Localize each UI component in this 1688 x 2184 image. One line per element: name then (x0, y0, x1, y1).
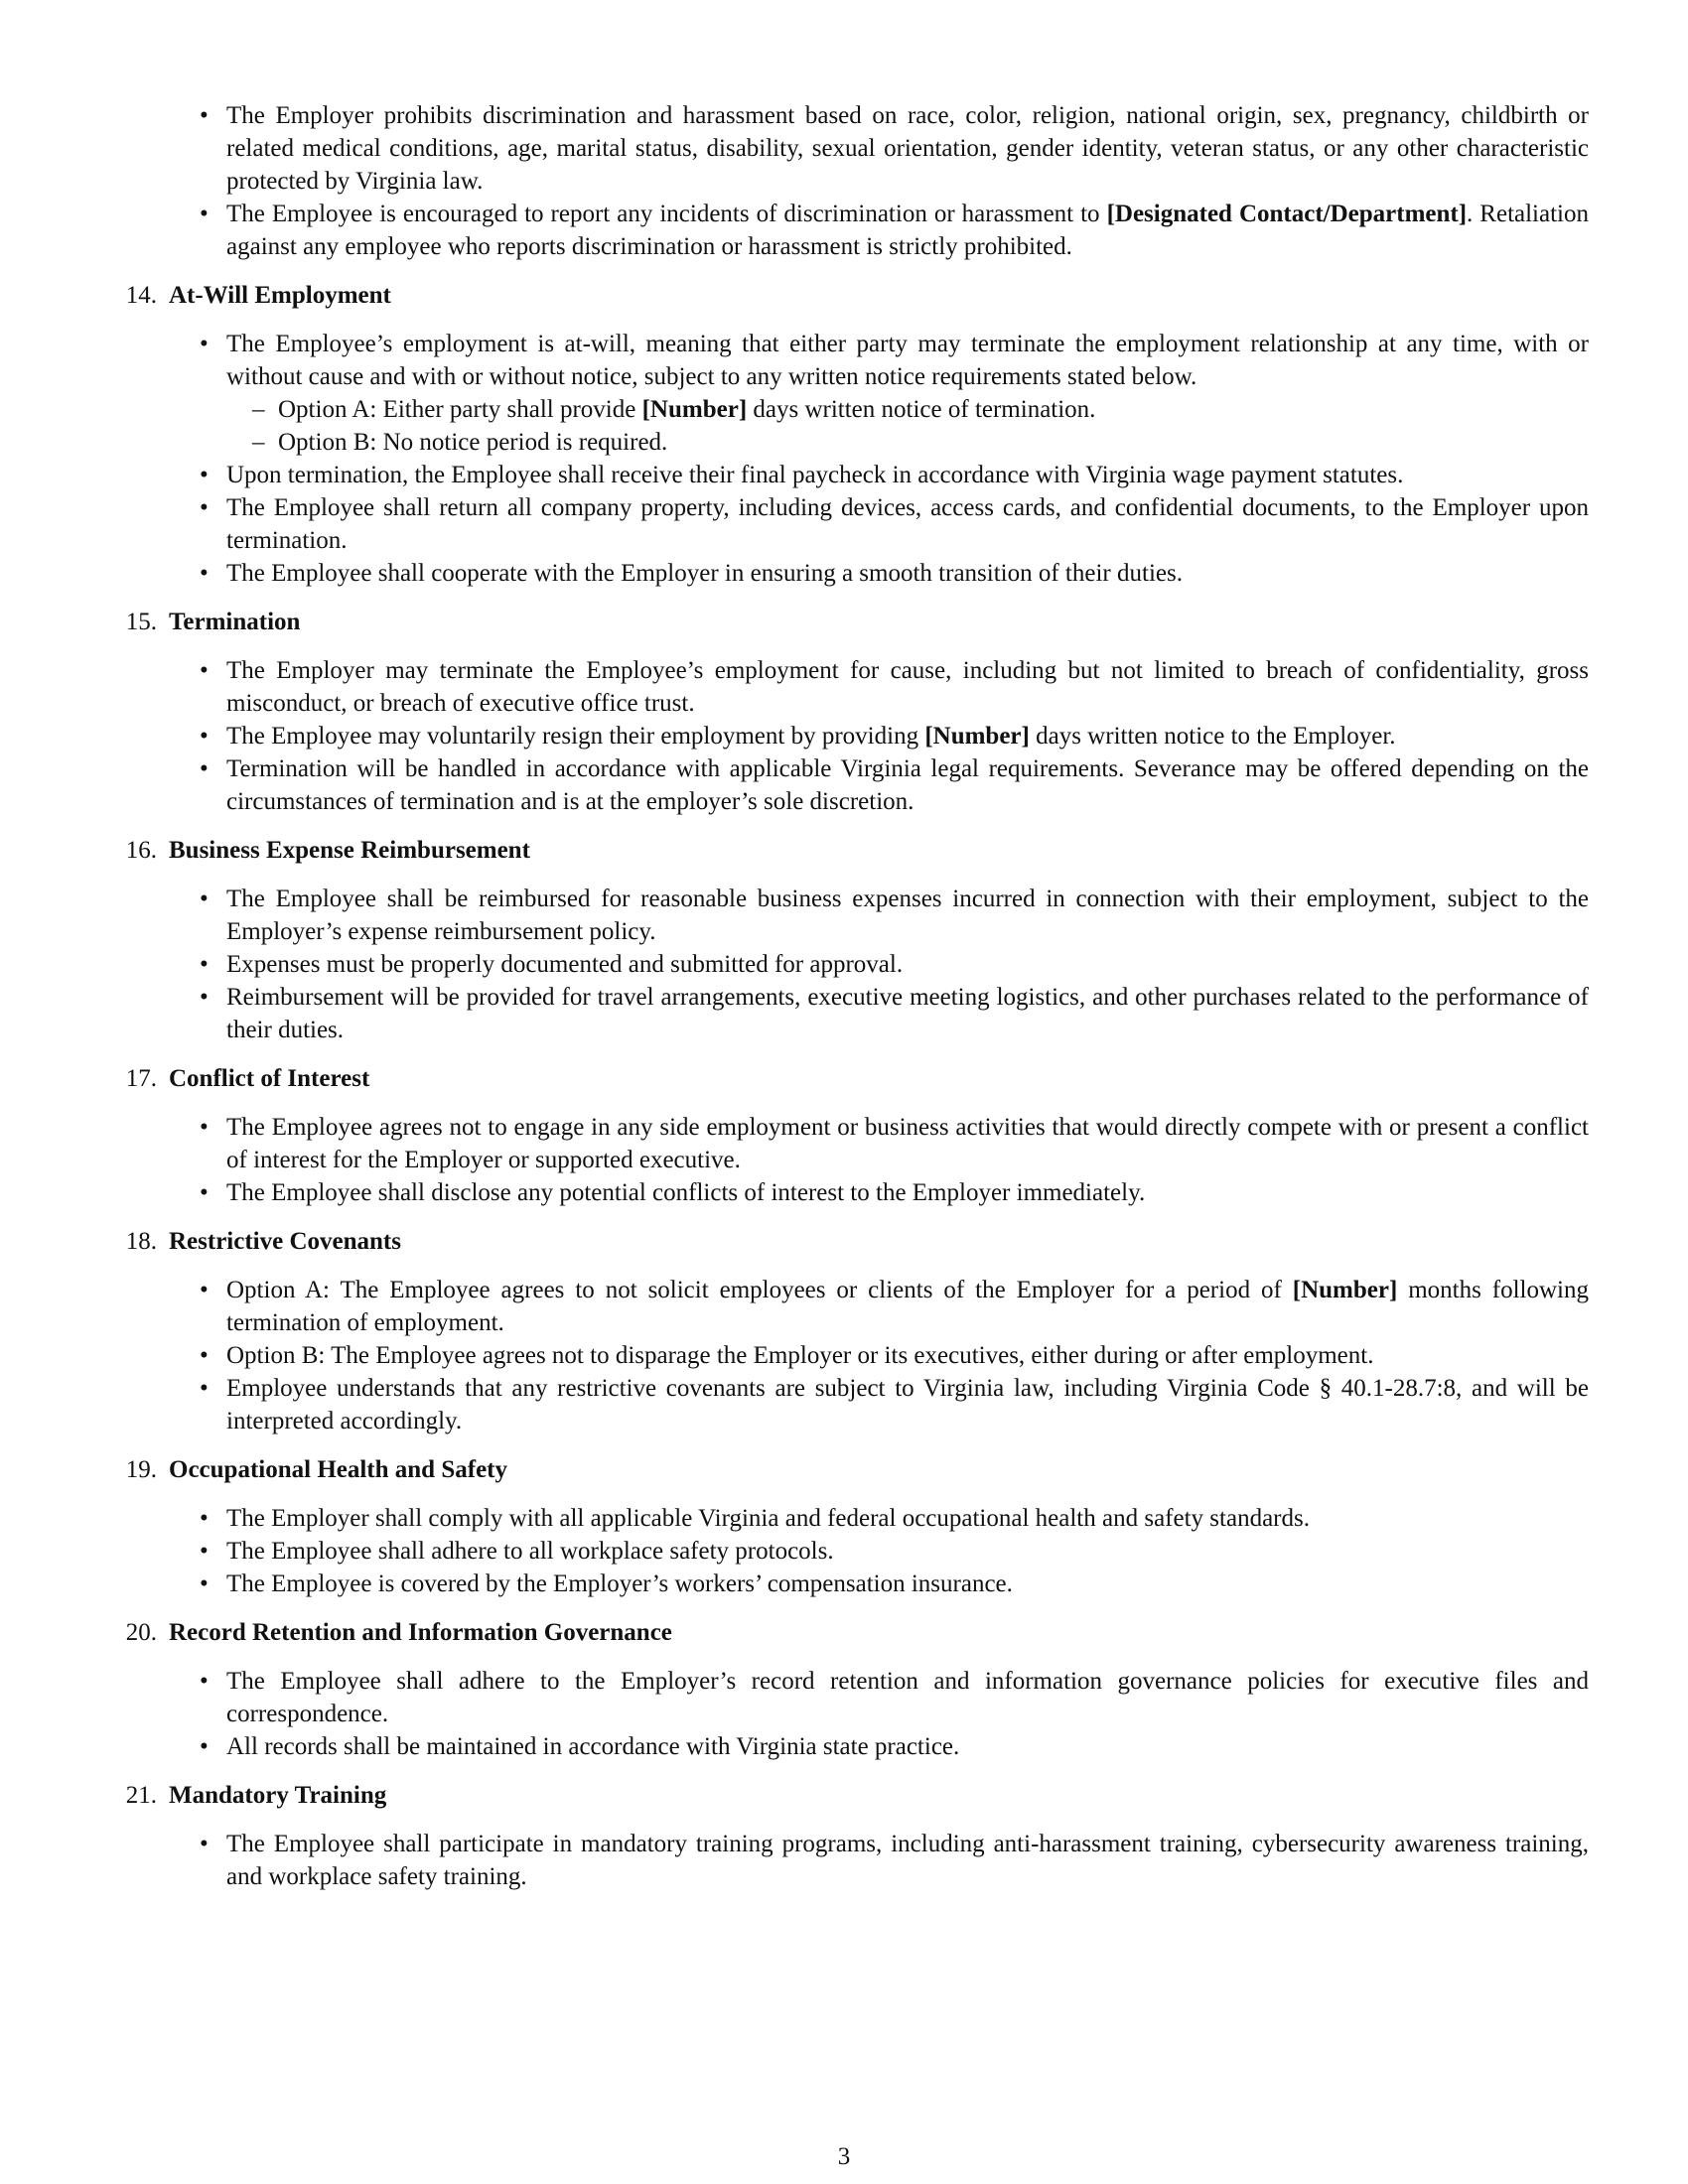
section-heading (111, 279, 1589, 312)
section-number: 15. (125, 609, 157, 635)
bullet-text: The Employee’s employment is at-will, meaning that either party may terminate the employment relationship at any time, with or without cause and with or without notice, subject to any written notice requirements stated below. (226, 331, 1589, 390)
list-item: • Option B: The Employee agrees not to disparage the Employer or its executives, either during or after employment. (226, 1339, 1589, 1372)
section-title: Occupational Health and Safety (169, 1456, 507, 1483)
section-business-expense-reimbursement (111, 834, 1589, 1046)
bullet-list (111, 1502, 1589, 1600)
section-heading (111, 1453, 1589, 1486)
list-item: • All records shall be maintained in accordance with Virginia state practice. (226, 1730, 1589, 1763)
list-item: • The Employee shall be reimbursed for reasonable business expenses incurred in connection with their employment, subject to the Employer’s expense reimbursement policy. (226, 883, 1589, 948)
section-record-retention (111, 1616, 1589, 1763)
list-item: • The Employee is covered by the Employer’s workers’ compensation insurance. (226, 1568, 1589, 1600)
list-item: • The Employee shall adhere to all workplace safety protocols. (226, 1535, 1589, 1568)
document-body (111, 99, 1589, 1893)
bullet-list (111, 654, 1589, 818)
section-number: 14. (125, 282, 157, 309)
section-heading (111, 1225, 1589, 1258)
section-heading (111, 1616, 1589, 1649)
section-number: 17. (125, 1065, 157, 1092)
list-item: • Termination will be handled in accordance with applicable Virginia legal requirements. Severance may be offered depending on the circumstances of termination and is at the employer’s sole discretion. (226, 752, 1589, 818)
bullet-list (111, 328, 1589, 590)
bullet-list (111, 1665, 1589, 1763)
bullet-list (111, 1274, 1589, 1437)
bullet-list (111, 883, 1589, 1046)
section-heading (111, 606, 1589, 638)
bullet-list (111, 1111, 1589, 1209)
bullet-text: . Retaliation against any employee who reports discrimination or harassment is strictly prohibited. (226, 201, 1589, 260)
section-number: 19. (125, 1456, 157, 1483)
section-number: 16. (125, 837, 157, 864)
list-item: • The Employer prohibits discrimination and harassment based on race, color, religion, national origin, sex, pregnancy, childbirth or related medical conditions, age, marital status, disability, sexual orientation, gender identity, veteran status, or any other characteristic protected by Virginia law. (226, 99, 1589, 198)
section-title: Conflict of Interest (169, 1065, 370, 1092)
list-item: • Upon termination, the Employee shall receive their final paycheck in accordance with Virginia wage payment statutes. (226, 459, 1589, 491)
bullet-list (111, 1828, 1589, 1893)
bullet-text: Option A: The Employee agrees to not solicit employees or clients of the Employer for a period of (226, 1277, 1293, 1303)
list-item: • Reimbursement will be provided for travel arrangements, executive meeting logistics, and other purchases related to the performance of their duties. (226, 981, 1589, 1046)
bullet-text: The Employee may voluntarily resign their employment by providing (226, 723, 925, 750)
section-termination (111, 606, 1589, 818)
section-title: Termination (169, 609, 301, 635)
section-at-will-employment (111, 279, 1589, 590)
list-item: • The Employee shall participate in mandatory training programs, including anti-harassment training, cybersecurity awareness training, and workplace safety training. (226, 1828, 1589, 1893)
section-mandatory-training (111, 1779, 1589, 1893)
sub-option-list (226, 393, 1589, 459)
list-item: • The Employee shall adhere to the Employer’s record retention and information governance policies for executive files and correspondence. (226, 1665, 1589, 1730)
list-item (278, 393, 1589, 426)
list-item: • The Employee shall cooperate with the Employer in ensuring a smooth transition of their duties. (226, 557, 1589, 590)
section-title: Business Expense Reimbursement (169, 837, 530, 864)
list-item (226, 720, 1589, 752)
section-heading (111, 834, 1589, 867)
placeholder-bold: [Designated Contact/Department] (1106, 201, 1468, 227)
section-number: 20. (125, 1619, 157, 1646)
bullet-text: The Employee is encouraged to report any incidents of discrimination or harassment to (226, 201, 1107, 227)
list-item (226, 198, 1589, 263)
option-text: Option A: Either party shall provide (278, 396, 642, 423)
section-number: 18. (125, 1228, 157, 1255)
list-item (226, 1274, 1589, 1339)
list-item: • Expenses must be properly documented and submitted for approval. (226, 948, 1589, 981)
list-item: – Option B: No notice period is required. (278, 426, 1589, 459)
section-title: Mandatory Training (169, 1782, 387, 1809)
list-item: • Employee understands that any restrictive covenants are subject to Virginia law, including Virginia Code § 40.1-28.7:8, and will be interpreted accordingly. (226, 1372, 1589, 1437)
section-number: 21. (125, 1782, 157, 1809)
placeholder-bold: [Number] (1292, 1277, 1398, 1303)
section-occupational-health-and-safety (111, 1453, 1589, 1600)
section-restrictive-covenants (111, 1225, 1589, 1437)
section-heading (111, 1779, 1589, 1812)
page-number: 3 (837, 2143, 851, 2170)
intro-bullet-list (111, 99, 1589, 263)
section-title: Record Retention and Information Governance (169, 1619, 672, 1646)
list-item: • The Employee shall disclose any potential conflicts of interest to the Employer immediately. (226, 1176, 1589, 1209)
list-item: • The Employee agrees not to engage in any side employment or business activities that would directly compete with or present a conflict of interest for the Employer or supported executive. (226, 1111, 1589, 1176)
bullet-text: months following termination of employment. (226, 1277, 1589, 1336)
list-item: • The Employer may terminate the Employee’s employment for cause, including but not limited to breach of confidentiality, gross misconduct, or breach of executive office trust. (226, 654, 1589, 720)
placeholder-bold: [Number] (641, 396, 748, 423)
list-item (226, 328, 1589, 459)
list-item: • The Employer shall comply with all applicable Virginia and federal occupational health and safety standards. (226, 1502, 1589, 1535)
section-heading (111, 1062, 1589, 1095)
bullet-text: days written notice to the Employer. (1029, 723, 1396, 750)
placeholder-bold: [Number] (924, 723, 1030, 750)
section-title: At-Will Employment (169, 282, 391, 309)
section-conflict-of-interest (111, 1062, 1589, 1209)
option-text: days written notice of termination. (747, 396, 1096, 423)
list-item: • The Employee shall return all company property, including devices, access cards, and confidential documents, to the Employer upon termination. (226, 491, 1589, 557)
section-title: Restrictive Covenants (169, 1228, 401, 1255)
